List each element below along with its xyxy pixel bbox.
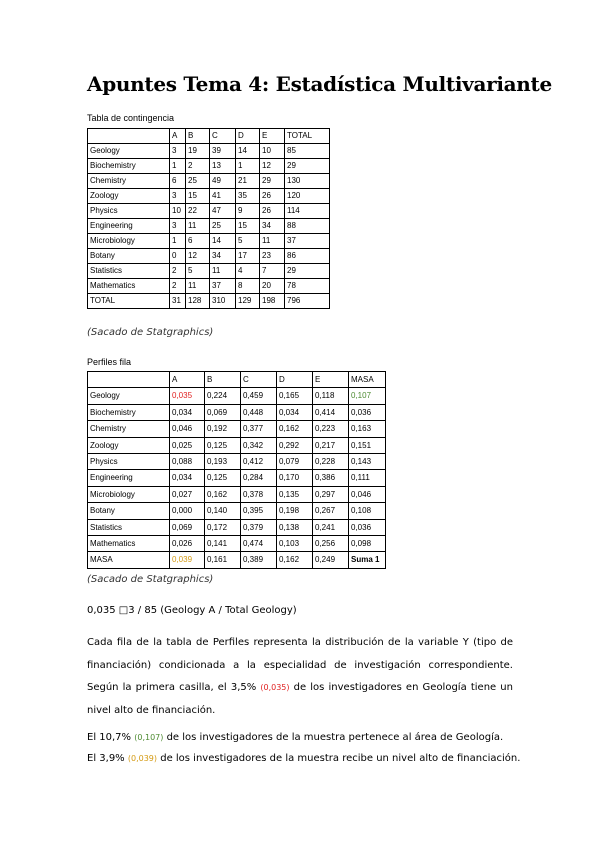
table-cell: 0,342 [241, 437, 277, 453]
table-cell: 39 [210, 144, 236, 159]
table-cell: 0,162 [277, 421, 313, 437]
table-cell: 128 [186, 294, 210, 309]
table-cell: 26 [260, 204, 285, 219]
table-cell: 0,162 [205, 486, 241, 502]
table-cell: 11 [186, 219, 210, 234]
table-header-cell: B [186, 129, 210, 144]
table-header-cell: A [170, 129, 186, 144]
table-row [88, 159, 330, 174]
table-header-cell: B [205, 372, 241, 388]
table-cell: 20 [260, 279, 285, 294]
formula-line: 0,035 □3 / 85 (Geology A / Total Geology) [87, 605, 297, 616]
table-cell: 26 [260, 189, 285, 204]
table-cell: 41 [210, 189, 236, 204]
table-cell: 129 [236, 294, 260, 309]
line2-after: de los investigadores de la muestra recibe un nivel alto de financiación. [160, 753, 521, 764]
table-header-cell: C [210, 129, 236, 144]
table-cell: 5 [236, 234, 260, 249]
table-cell: 0,103 [277, 536, 313, 552]
table-cell: 0,448 [241, 404, 277, 420]
table-cell: 796 [285, 294, 330, 309]
table-row [88, 264, 330, 279]
table-cell: 0,034 [170, 404, 205, 420]
table-cell: 3 [170, 144, 186, 159]
table-cell: 0,474 [241, 536, 277, 552]
table-cell: 0,034 [277, 404, 313, 420]
line1-after: de los investigadores de la muestra pertenece al área de Geología. [166, 732, 504, 743]
table-row [88, 294, 330, 309]
table-cell: 37 [285, 234, 330, 249]
table-cell: 86 [285, 249, 330, 264]
table-cell: 3 [170, 189, 186, 204]
table-header-cell: D [236, 129, 260, 144]
table-cell: 310 [210, 294, 236, 309]
table-cell: 0,412 [241, 454, 277, 470]
table-row-label: Biochemistry [88, 404, 170, 420]
table-cell: 0,170 [277, 470, 313, 486]
table-row-label: Biochemistry [88, 159, 170, 174]
table-cell: 0,141 [205, 536, 241, 552]
table-row-label: Engineering [88, 219, 170, 234]
table-row-label: Botany [88, 249, 170, 264]
table-cell: 10 [260, 144, 285, 159]
table-cell: 0,034 [170, 470, 205, 486]
table-row-label: Mathematics [88, 536, 170, 552]
table-cell: 6 [186, 234, 210, 249]
table-cell: 0,108 [349, 503, 386, 519]
table-row-label: Engineering [88, 470, 170, 486]
table-cell: 25 [186, 174, 210, 189]
table-row-label: Physics [88, 204, 170, 219]
table-cell: 78 [285, 279, 330, 294]
table-row [88, 249, 330, 264]
table-cell: 0,162 [277, 552, 313, 568]
table-header-cell: E [313, 372, 349, 388]
table-cell: 0,386 [313, 470, 349, 486]
table-cell: 0,223 [313, 421, 349, 437]
table-cell: 0,161 [205, 552, 241, 568]
table-row-label: Botany [88, 503, 170, 519]
table-row [88, 552, 386, 568]
table-row [88, 519, 386, 535]
table-header-cell: TOTAL [285, 129, 330, 144]
table-row-label: Chemistry [88, 174, 170, 189]
table-cell: 14 [210, 234, 236, 249]
table-cell: 37 [210, 279, 236, 294]
table-cell: 0,256 [313, 536, 349, 552]
table-cell: 31 [170, 294, 186, 309]
table-row-label: Statistics [88, 264, 170, 279]
table-cell: 0,079 [277, 454, 313, 470]
table-cell: 29 [285, 264, 330, 279]
table-cell: 0,135 [277, 486, 313, 502]
table-cell: 0,284 [241, 470, 277, 486]
table-row-label: Zoology [88, 437, 170, 453]
table-row [88, 144, 330, 159]
table-cell: 0,292 [277, 437, 313, 453]
table-cell: 2 [186, 159, 210, 174]
table-cell: 47 [210, 204, 236, 219]
table-cell: 0,098 [349, 536, 386, 552]
table-cell: 0,378 [241, 486, 277, 502]
table-cell: 0,249 [313, 552, 349, 568]
table-cell: 11 [260, 234, 285, 249]
table-cell: 7 [260, 264, 285, 279]
table-cell: 35 [236, 189, 260, 204]
table-row [88, 219, 330, 234]
table-row-label: Microbiology [88, 234, 170, 249]
table-cell: 17 [236, 249, 260, 264]
table-cell: 0,069 [205, 404, 241, 420]
table-cell: 0 [170, 249, 186, 264]
table1-source: (Sacado de Statgraphics) [87, 327, 214, 338]
interpretation-line-2 [87, 753, 520, 764]
line2-value-highlight: (0,039) [127, 754, 158, 763]
table-header-cell: D [277, 372, 313, 388]
table-cell: 0,000 [170, 503, 205, 519]
table-cell: 0,069 [170, 519, 205, 535]
paragraph-text-2: de los investigadores en Geología tiene un nivel alto de financiación. [87, 682, 513, 716]
row-profiles-heading: Perfiles fila [87, 357, 132, 367]
table-cell: 12 [186, 249, 210, 264]
line1-before: El 10,7% [87, 732, 132, 743]
table-cell: 0,046 [349, 486, 386, 502]
table-cell: 10 [170, 204, 186, 219]
table-cell: 0,118 [313, 388, 349, 404]
table-cell: 0,027 [170, 486, 205, 502]
table-row [88, 279, 330, 294]
table-cell: 0,125 [205, 470, 241, 486]
table-cell: 0,379 [241, 519, 277, 535]
table-cell: 0,036 [349, 519, 386, 535]
table-cell: 0,163 [349, 421, 386, 437]
table-row [88, 536, 386, 552]
table-row [88, 486, 386, 502]
table-cell: 34 [210, 249, 236, 264]
table-cell: 85 [285, 144, 330, 159]
table-row-label: Statistics [88, 519, 170, 535]
table-cell: 0,111 [349, 470, 386, 486]
table-cell: 0,193 [205, 454, 241, 470]
interpretation-line-1 [87, 732, 503, 743]
table-row-label: Microbiology [88, 486, 170, 502]
table-cell: 0,459 [241, 388, 277, 404]
line2-before: El 3,9% [87, 753, 125, 764]
table-cell: 25 [210, 219, 236, 234]
table-cell: 29 [285, 159, 330, 174]
page-title: Apuntes Tema 4: Estadística Multivariante [87, 72, 552, 96]
table-cell: 0,035 [170, 388, 205, 404]
table-row [88, 454, 386, 470]
table-row-label: TOTAL [88, 294, 170, 309]
table-cell: 2 [170, 279, 186, 294]
table-cell: 0,036 [349, 404, 386, 420]
table-cell: 49 [210, 174, 236, 189]
table-cell: 11 [210, 264, 236, 279]
table-cell: 15 [236, 219, 260, 234]
table-row-label: Geology [88, 388, 170, 404]
table-cell: 114 [285, 204, 330, 219]
table-cell: 1 [170, 234, 186, 249]
table-header-cell [88, 129, 170, 144]
contingency-table-heading: Tabla de contingencia [87, 113, 175, 123]
table-cell: 0,414 [313, 404, 349, 420]
table-row-label: Geology [88, 144, 170, 159]
table-row [88, 421, 386, 437]
table-row [88, 204, 330, 219]
table-cell: 0,165 [277, 388, 313, 404]
table-cell: 12 [260, 159, 285, 174]
table-cell: 0,140 [205, 503, 241, 519]
table-cell: 0,151 [349, 437, 386, 453]
table-cell: 0,046 [170, 421, 205, 437]
table-cell: 0,192 [205, 421, 241, 437]
table-cell: 11 [186, 279, 210, 294]
contingency-table [87, 128, 330, 309]
table-cell: 23 [260, 249, 285, 264]
table-cell: 0,039 [170, 552, 205, 568]
table-cell: 3 [170, 219, 186, 234]
table-cell: 14 [236, 144, 260, 159]
table-cell: 0,198 [277, 503, 313, 519]
table-row [88, 470, 386, 486]
table-cell: 0,217 [313, 437, 349, 453]
table-cell: 0,025 [170, 437, 205, 453]
table-row [88, 437, 386, 453]
table-cell: Suma 1 [349, 552, 386, 568]
table-cell: 198 [260, 294, 285, 309]
table-cell: 0,241 [313, 519, 349, 535]
table-cell: 5 [186, 264, 210, 279]
table-cell: 0,395 [241, 503, 277, 519]
table-row [88, 174, 330, 189]
paragraph-value-highlight: (0,035) [260, 683, 290, 692]
table-cell: 0,125 [205, 437, 241, 453]
table-row-label: Mathematics [88, 279, 170, 294]
table-cell: 0,143 [349, 454, 386, 470]
table-header-cell [88, 372, 170, 388]
row-profiles-table [87, 371, 386, 569]
table-cell: 34 [260, 219, 285, 234]
table-cell: 19 [186, 144, 210, 159]
line1-value-highlight: (0,107) [134, 733, 164, 742]
table-cell: 1 [236, 159, 260, 174]
table-cell: 9 [236, 204, 260, 219]
table-cell: 0,224 [205, 388, 241, 404]
table-cell: 0,297 [313, 486, 349, 502]
table-cell: 88 [285, 219, 330, 234]
table-row [88, 503, 386, 519]
table-cell: 15 [186, 189, 210, 204]
paragraph-text-1: Cada fila de la tabla de Perfiles representa la distribución de la variable Y (tipo de financiación) condicionada a la especialidad de investigación correspondiente. Según la primera casilla, el 3,5% [87, 637, 513, 693]
table-cell: 130 [285, 174, 330, 189]
table-cell: 6 [170, 174, 186, 189]
table-cell: 22 [186, 204, 210, 219]
table-row-label: Physics [88, 454, 170, 470]
table-row-label: Chemistry [88, 421, 170, 437]
table-row [88, 189, 330, 204]
table-header-cell: MASA [349, 372, 386, 388]
table-cell: 8 [236, 279, 260, 294]
table-cell: 1 [170, 159, 186, 174]
table-cell: 29 [260, 174, 285, 189]
table-cell: 120 [285, 189, 330, 204]
table-header-cell: E [260, 129, 285, 144]
table-row [88, 388, 386, 404]
table-header-cell: A [170, 372, 205, 388]
table-header-row [88, 129, 330, 144]
table-header-row [88, 372, 386, 388]
table-cell: 0,088 [170, 454, 205, 470]
table-cell: 0,026 [170, 536, 205, 552]
table-cell: 0,377 [241, 421, 277, 437]
table-cell: 4 [236, 264, 260, 279]
table-header-cell: C [241, 372, 277, 388]
table-cell: 2 [170, 264, 186, 279]
table-row-label: MASA [88, 552, 170, 568]
table-cell: 0,389 [241, 552, 277, 568]
table-cell: 0,228 [313, 454, 349, 470]
table-cell: 21 [236, 174, 260, 189]
table-cell: 0,172 [205, 519, 241, 535]
table-row [88, 234, 330, 249]
table-cell: 0,138 [277, 519, 313, 535]
table-cell: 0,107 [349, 388, 386, 404]
explanation-paragraph [87, 632, 513, 722]
table2-source: (Sacado de Statgraphics) [87, 574, 214, 585]
table-row-label: Zoology [88, 189, 170, 204]
table-row [88, 404, 386, 420]
table-cell: 0,267 [313, 503, 349, 519]
table-cell: 13 [210, 159, 236, 174]
